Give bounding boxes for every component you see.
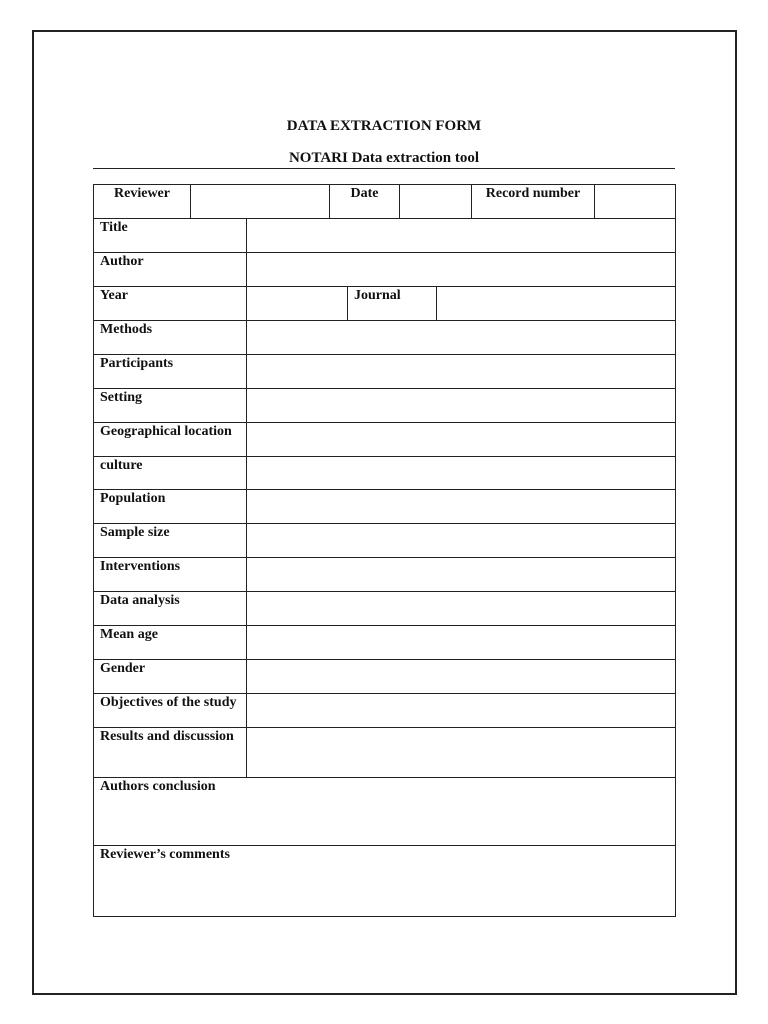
date-field[interactable] — [400, 185, 472, 219]
table-row — [94, 355, 676, 389]
journal-field[interactable] — [437, 287, 676, 321]
table-row — [94, 660, 676, 694]
table-row — [94, 321, 676, 355]
table-row — [94, 846, 676, 917]
results-label: Results and discussion — [94, 728, 247, 778]
objectives-label: Objectives of the study — [94, 694, 247, 728]
interventions-field[interactable] — [247, 558, 676, 592]
setting-label: Setting — [94, 389, 247, 423]
table-row — [94, 457, 676, 490]
table-row — [94, 524, 676, 558]
table-row — [94, 694, 676, 728]
author-label: Author — [94, 253, 247, 287]
data-analysis-label: Data analysis — [94, 592, 247, 626]
culture-field[interactable] — [247, 457, 676, 490]
table-row — [94, 389, 676, 423]
title-field[interactable] — [247, 219, 676, 253]
data-analysis-field[interactable] — [247, 592, 676, 626]
authors-conclusion-field[interactable]: Authors conclusion — [94, 778, 676, 846]
table-row — [94, 558, 676, 592]
form-subtitle: NOTARI Data extraction tool — [288, 150, 480, 166]
objectives-field[interactable] — [247, 694, 676, 728]
geographical-location-field[interactable] — [247, 423, 676, 457]
mean-age-label: Mean age — [94, 626, 247, 660]
geographical-location-label: Geographical location — [94, 423, 247, 457]
sample-size-label: Sample size — [94, 524, 247, 558]
sample-size-field[interactable] — [247, 524, 676, 558]
population-label: Population — [94, 490, 247, 524]
header-row — [94, 185, 676, 219]
population-field[interactable] — [247, 490, 676, 524]
culture-label: culture — [94, 457, 247, 490]
participants-field[interactable] — [247, 355, 676, 389]
record-number-label: Record number — [472, 185, 595, 219]
reviewer-field[interactable] — [191, 185, 330, 219]
table-row — [94, 728, 676, 778]
author-field[interactable] — [247, 253, 676, 287]
reviewer-label: Reviewer — [94, 185, 191, 219]
reviewers-comments-field[interactable]: Reviewer’s comments — [94, 846, 676, 917]
subtitle-underline — [93, 168, 675, 169]
table-row — [94, 287, 676, 321]
methods-field[interactable] — [247, 321, 676, 355]
methods-label: Methods — [94, 321, 247, 355]
extraction-table — [93, 184, 676, 917]
form-title: DATA EXTRACTION FORM — [286, 118, 482, 134]
interventions-label: Interventions — [94, 558, 247, 592]
results-field[interactable] — [247, 728, 676, 778]
table-row — [94, 490, 676, 524]
participants-label: Participants — [94, 355, 247, 389]
gender-field[interactable] — [247, 660, 676, 694]
date-label: Date — [330, 185, 400, 219]
title-label: Title — [94, 219, 247, 253]
year-field[interactable] — [247, 287, 348, 321]
setting-field[interactable] — [247, 389, 676, 423]
table-row — [94, 219, 676, 253]
table-row — [94, 423, 676, 457]
table-row — [94, 626, 676, 660]
journal-label: Journal — [348, 287, 437, 321]
table-row — [94, 253, 676, 287]
table-row — [94, 592, 676, 626]
year-label: Year — [94, 287, 247, 321]
mean-age-field[interactable] — [247, 626, 676, 660]
gender-label: Gender — [94, 660, 247, 694]
record-number-field[interactable] — [595, 185, 676, 219]
table-row — [94, 778, 676, 846]
